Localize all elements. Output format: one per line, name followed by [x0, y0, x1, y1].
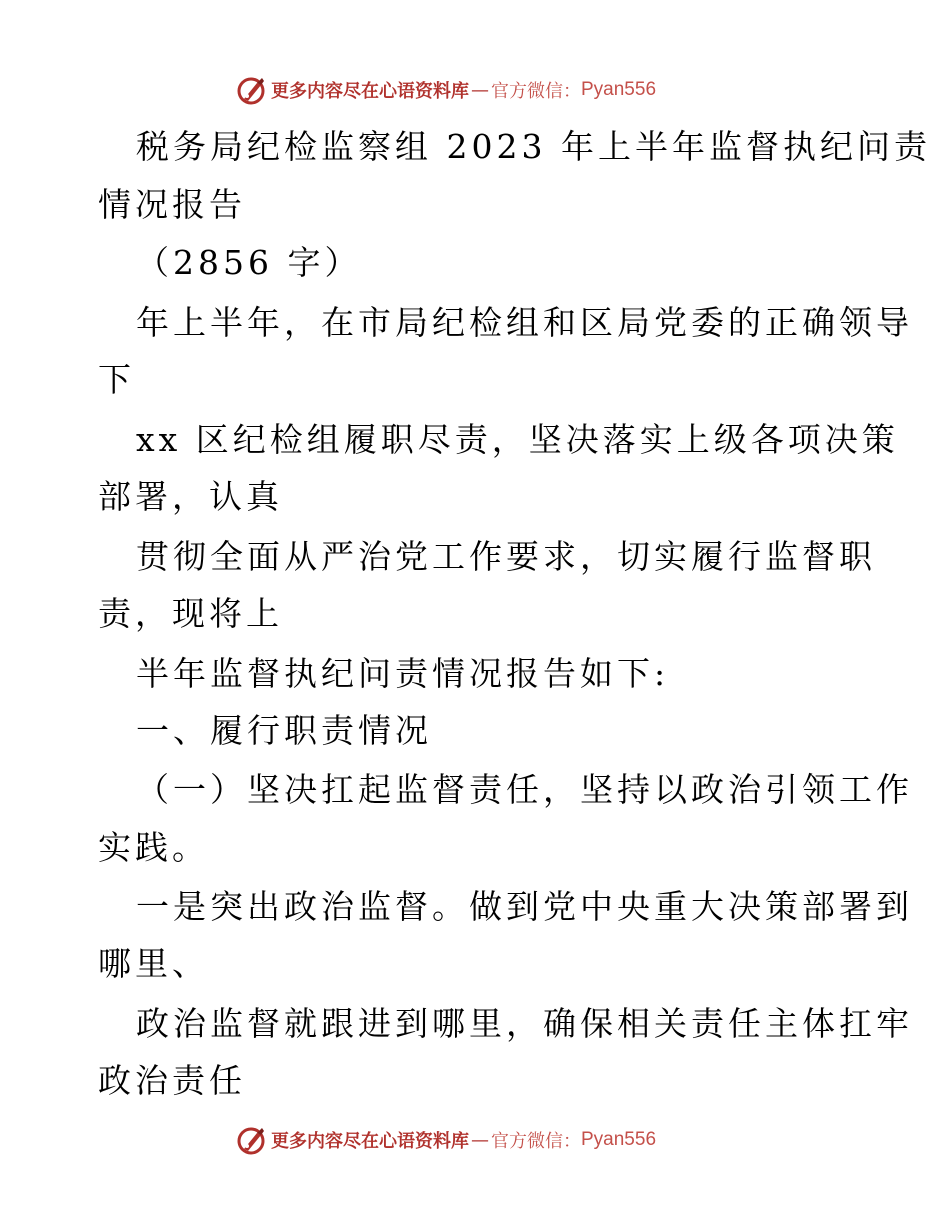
paragraph-line: 一是突出政治监督。做到党中央重大决策部署到 — [136, 887, 913, 926]
document-title-line-2: 情况报告 — [98, 185, 246, 224]
word-count: （2856 字） — [136, 243, 362, 282]
watermark-brand: 更多内容尽在心语资料库 — [271, 81, 469, 102]
paragraph-line: 半年监督执纪问责情况报告如下: — [136, 654, 670, 693]
watermark-wechat-label: 官方微信： — [491, 1131, 581, 1152]
watermark-wechat-label: 官方微信： — [491, 81, 581, 102]
watermark-dash: — — [471, 1129, 489, 1151]
subsection-heading: （一）坚决扛起监督责任，坚持以政治引领工作 — [136, 770, 913, 809]
paragraph-line: xx 区纪检组履职尽责，坚决落实上级各项决策 — [136, 420, 899, 459]
subsection-heading-cont: 实践。 — [98, 828, 209, 867]
paragraph-line: 下 — [98, 360, 135, 399]
paragraph-line: 年上半年，在市局纪检组和区局党委的正确领导 — [136, 303, 913, 342]
document-title-line-1: 税务局纪检监察组 2023 年上半年监督执纪问责 — [136, 127, 931, 166]
paragraph-line: 责，现将上 — [98, 594, 283, 633]
watermark-brand: 更多内容尽在心语资料库 — [271, 1131, 469, 1152]
header-watermark — [235, 72, 656, 108]
paragraph-line: 政治责任 — [98, 1061, 246, 1100]
paragraph-line: 部署，认真 — [98, 477, 283, 516]
section-heading: 一、履行职责情况 — [136, 711, 432, 750]
paragraph-line: 政治监督就跟进到哪里，确保相关责任主体扛牢 — [136, 1004, 913, 1043]
paragraph-line: 贯彻全面从严治党工作要求，切实履行监督职 — [136, 537, 876, 576]
paragraph-line: 哪里、 — [98, 944, 209, 983]
watermark-dash: — — [471, 79, 489, 101]
watermark-wechat-id: Pyan556 — [581, 79, 657, 100]
footer-watermark — [235, 1122, 656, 1158]
pen-seal-icon — [235, 74, 267, 106]
pen-seal-icon — [235, 1124, 267, 1156]
watermark-wechat-id: Pyan556 — [581, 1129, 657, 1150]
